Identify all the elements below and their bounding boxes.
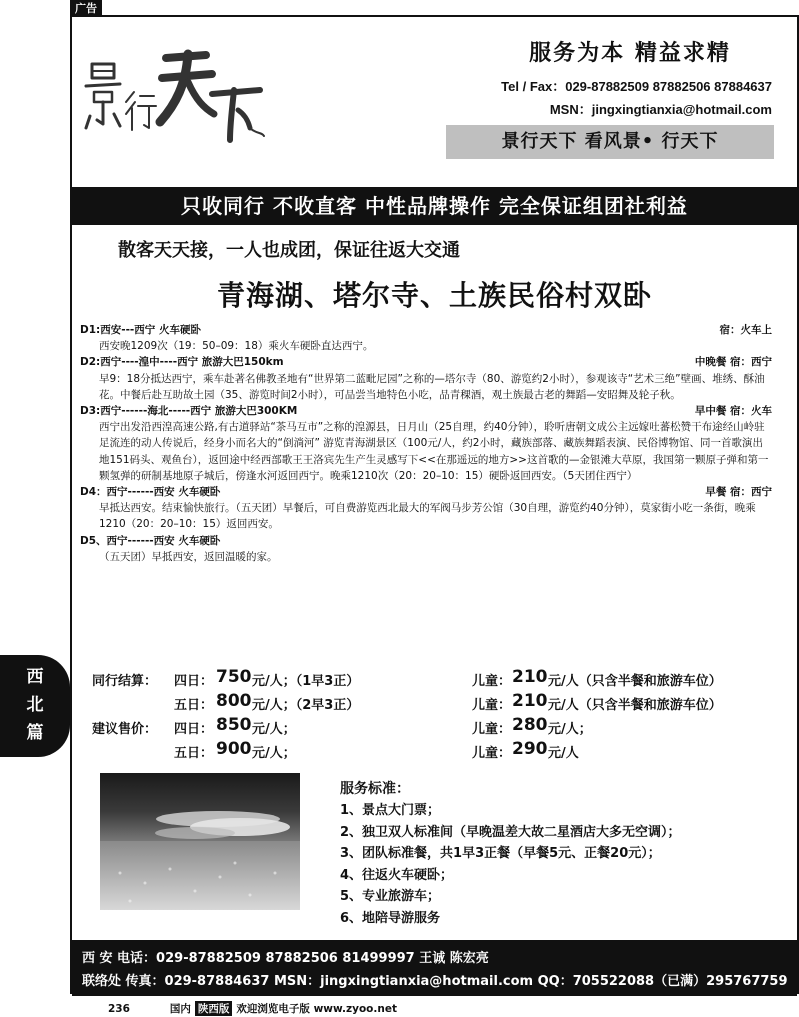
day-description: 西宁出发沿西湟高速公路,有古道驿站“茶马互市”之称的湟源县，日月山（25自理，约40分钟），聆听唐朝文成公主远嫁吐蕃松赞干布途经山岭驻足流连的动人传说后，经身小而名大的“倒淌河” 游览青海湖景区（100元/人，约2小时，藏族部落、藏族舞蹈表演、民俗博物馆、同一首歌演出地151码头、观鱼台），返回途中经西部歌王王洛宾先生产生灵感写下<<在那遥远的地方>>这首歌的—金银滩大草原，我国第一颗原子弹和第一颗氢弹的研制基地原子城后，傍逢水河返回西宁。晚乘1210次（20：20–10：15）硬卧返回西安。（5天团住西宁） (99, 421, 769, 482)
service-standard-title: 服务标准： (340, 781, 410, 797)
price-row (92, 715, 792, 742)
itinerary-day-5 (80, 533, 772, 565)
price-value: 800 (216, 691, 252, 711)
price-row (92, 691, 792, 718)
price-value: 750 (216, 667, 252, 687)
section-tab-label (0, 663, 70, 747)
day-description: 早抵达西安。结束愉快旅行。（五天团）早餐后，可自费游览西北最大的军阀马步芳公馆（30自理，游览约40分钟），莫家街小吃一条街，晚乘1210（20：20–10：15）返回西安。 (99, 502, 756, 531)
day-heading: D3:西宁------海北-----西宁 旅游大巴300KM (80, 405, 298, 418)
itinerary-day-1 (80, 322, 772, 354)
section-domestic: 国内 (169, 1003, 191, 1015)
day-meal-lodging: 早餐 宿：西宁 (705, 486, 772, 499)
day-description: 早9：18分抵达西宁，乘车赴著名佛教圣地有“世界第二蓝毗尼园”之称的—塔尔寺（80、游览约2小时），参观该寺“艺术三绝”壁画、堆绣、酥油花。中餐后赴互助故土园（35、游览时间2小时），可品尝当地特色小吃，品青稞酒，观土族最古老的舞蹈—安昭舞及轮子秋。 (99, 372, 765, 401)
day-heading: D5、西宁------西安 火车硬卧 (80, 534, 221, 547)
day-meal-lodging: 宿：火车上 (719, 324, 772, 336)
service-item: 3、团队标准餐，共1早3正餐（早餐5元、正餐20元）； (340, 846, 661, 861)
day-heading: D2:西宁----湟中----西宁 旅游大巴150km (80, 356, 284, 369)
child-label: 儿童： (472, 722, 512, 737)
pricing-table (92, 667, 792, 766)
day-description: （五天团）早抵西安，返回温暖的家。 (99, 550, 278, 563)
itinerary-day-2 (80, 354, 772, 403)
child-price: 210 (512, 691, 548, 711)
section-tab-char: 西 (26, 667, 44, 687)
brand-tagline: 景行天下 看风景• 行天下 (446, 125, 774, 159)
contact-msn: MSN：jingxingtianxia@hotmail.com (549, 102, 772, 117)
service-item: 2、独卫双人标准间（早晚温差大故二星酒店大多无空调）； (340, 824, 681, 840)
edition-badge: 陕西版 (195, 1001, 233, 1016)
section-tab-char: 北 (26, 695, 44, 715)
day-heading: D4：西宁------西安 火车硬卧 (80, 486, 221, 499)
promo-banner: 只收同行 不收直客 中性品牌操作 完全保证组团社利益 (72, 187, 797, 225)
service-item: 6、地陪导游服务 (340, 910, 441, 926)
child-price: 290 (512, 739, 548, 759)
price-days: 五日： (174, 698, 214, 713)
grassland-photo-icon (100, 773, 300, 910)
child-label: 儿童： (472, 698, 512, 713)
contact-tel-fax: Tel / Fax：029-87882509 87882506 87884637 (501, 79, 772, 94)
brand-logo (78, 40, 268, 150)
day-meal-lodging: 中晚餐 宿：西宁 (694, 356, 772, 369)
landscape-photo (100, 773, 300, 910)
price-days: 五日： (174, 746, 214, 761)
price-row (92, 667, 792, 694)
section-tab-char: 篇 (26, 723, 44, 743)
itinerary (80, 322, 772, 565)
itinerary-day-3 (80, 403, 772, 484)
bottom-rule (72, 994, 797, 996)
child-unit: 元/人（只含半餐和旅游车位） (548, 674, 722, 689)
price-label: 建议售价： (92, 722, 158, 737)
website-link[interactable]: 欢迎浏览电子版 www.zyoo.net (236, 1003, 397, 1015)
header-slogan: 服务为本 精益求精 (529, 41, 731, 66)
contact-footer (72, 940, 797, 994)
day-heading: D1:西安---西宁 火车硬卧 (80, 324, 201, 336)
child-label: 儿童： (472, 674, 512, 689)
ad-label: 广告 (70, 0, 102, 17)
price-days: 四日： (174, 722, 214, 737)
page-number: 236 (108, 1002, 130, 1015)
tour-title: 青海湖、塔尔寺、土族民俗村双卧 (216, 279, 652, 312)
day-meal-lodging: 早中餐 宿：火车 (694, 405, 772, 418)
footer-fax-line: 联络处 传真：029-87884637 MSN：jingxingtianxia@hotmail.com QQ：705522088（已满）295767759 (82, 974, 788, 989)
child-price: 280 (512, 715, 548, 735)
price-unit: 元/人； (252, 746, 296, 761)
price-value: 900 (216, 739, 252, 759)
price-row (92, 739, 792, 766)
price-unit: 元/人； (252, 722, 296, 737)
service-standard-list (340, 800, 681, 929)
child-price: 210 (512, 667, 548, 687)
section-tab (0, 655, 70, 757)
child-unit: 元/人 (548, 746, 579, 761)
price-unit: 元/人；（1早3正） (252, 674, 360, 689)
child-unit: 元/人（只含半餐和旅游车位） (548, 698, 722, 713)
footer-phone-line: 西 安 电话：029-87882509 87882506 81499997 王诚 陈宏亮 (82, 951, 489, 966)
price-days: 四日： (174, 674, 214, 689)
child-label: 儿童： (472, 746, 512, 761)
price-value: 850 (216, 715, 252, 735)
calligraphy-logo-icon (78, 40, 268, 150)
service-item: 1、景点大门票； (340, 803, 441, 818)
subheading: 散客天天接，一人也成团，保证往返大交通 (118, 240, 460, 261)
price-unit: 元/人；（2早3正） (252, 698, 360, 713)
page-footer (108, 1001, 397, 1016)
service-item: 4、往返火车硬卧； (340, 867, 454, 883)
price-label: 同行结算： (92, 674, 158, 689)
itinerary-day-4 (80, 484, 772, 533)
service-item: 5、专业旅游车； (340, 889, 441, 904)
day-description: 西安晚1209次（19：50–09：18）乘火车硬卧直达西宁。 (99, 340, 374, 353)
child-unit: 元/人； (548, 722, 592, 737)
